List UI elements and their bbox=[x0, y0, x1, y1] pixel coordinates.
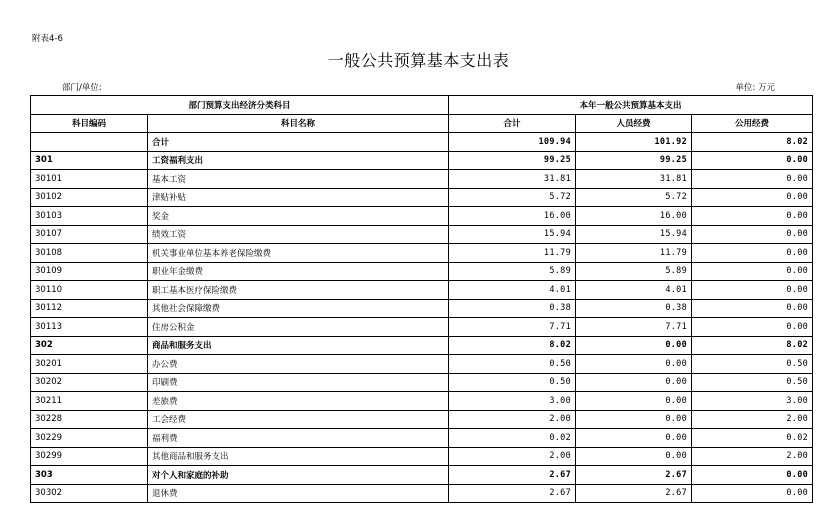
row-name: 机关事业单位基本养老保险缴费 bbox=[148, 244, 449, 263]
row-total: 31.81 bbox=[449, 170, 576, 189]
row-personnel: 0.00 bbox=[576, 336, 692, 355]
table-row bbox=[31, 244, 813, 263]
row-total: 2.67 bbox=[449, 484, 576, 503]
row-total: 5.89 bbox=[449, 262, 576, 281]
row-total: 109.94 bbox=[449, 133, 576, 152]
row-code: 30103 bbox=[31, 207, 148, 226]
unit-label: 单位: 万元 bbox=[735, 83, 775, 93]
row-code: 30107 bbox=[31, 225, 148, 244]
col-header-public: 公用经费 bbox=[692, 114, 813, 133]
row-name: 工会经费 bbox=[148, 410, 449, 429]
row-public: 0.00 bbox=[692, 207, 813, 226]
row-public: 0.00 bbox=[692, 151, 813, 170]
row-public: 0.00 bbox=[692, 484, 813, 503]
row-code: 30108 bbox=[31, 244, 148, 263]
col-header-name: 科目名称 bbox=[148, 114, 449, 133]
row-public: 0.50 bbox=[692, 373, 813, 392]
table-row bbox=[31, 318, 813, 337]
dept-label: 部门/单位: bbox=[62, 83, 102, 93]
row-public: 0.00 bbox=[692, 299, 813, 318]
row-total: 8.02 bbox=[449, 336, 576, 355]
table-row bbox=[31, 281, 813, 300]
table-row bbox=[31, 373, 813, 392]
row-code: 30229 bbox=[31, 429, 148, 448]
row-personnel: 5.72 bbox=[576, 188, 692, 207]
table-row bbox=[31, 336, 813, 355]
group-header-right: 本年一般公共预算基本支出 bbox=[449, 96, 813, 115]
row-total: 2.67 bbox=[449, 466, 576, 485]
row-personnel: 101.92 bbox=[576, 133, 692, 152]
row-personnel: 2.67 bbox=[576, 466, 692, 485]
row-total: 99.25 bbox=[449, 151, 576, 170]
row-name: 基本工资 bbox=[148, 170, 449, 189]
row-total: 15.94 bbox=[449, 225, 576, 244]
table-row bbox=[31, 133, 813, 152]
row-personnel: 5.89 bbox=[576, 262, 692, 281]
row-total: 2.00 bbox=[449, 410, 576, 429]
row-code: 30113 bbox=[31, 318, 148, 337]
table-row bbox=[31, 447, 813, 466]
row-total: 3.00 bbox=[449, 392, 576, 411]
row-name: 绩效工资 bbox=[148, 225, 449, 244]
row-personnel: 0.38 bbox=[576, 299, 692, 318]
row-personnel: 7.71 bbox=[576, 318, 692, 337]
row-total: 0.50 bbox=[449, 355, 576, 374]
row-total: 11.79 bbox=[449, 244, 576, 263]
table-row bbox=[31, 392, 813, 411]
row-personnel: 0.00 bbox=[576, 355, 692, 374]
row-code: 30201 bbox=[31, 355, 148, 374]
row-personnel: 99.25 bbox=[576, 151, 692, 170]
col-header-personnel: 人员经费 bbox=[576, 114, 692, 133]
row-code: 30211 bbox=[31, 392, 148, 411]
row-personnel: 0.00 bbox=[576, 373, 692, 392]
row-name: 工资福利支出 bbox=[148, 151, 449, 170]
row-name: 其他商品和服务支出 bbox=[148, 447, 449, 466]
row-name: 津贴补贴 bbox=[148, 188, 449, 207]
row-code: 303 bbox=[31, 466, 148, 485]
row-public: 2.00 bbox=[692, 410, 813, 429]
row-personnel: 31.81 bbox=[576, 170, 692, 189]
row-total: 0.50 bbox=[449, 373, 576, 392]
row-code: 30109 bbox=[31, 262, 148, 281]
row-public: 0.00 bbox=[692, 170, 813, 189]
col-header-code: 科目编码 bbox=[31, 114, 148, 133]
row-code: 302 bbox=[31, 336, 148, 355]
row-personnel: 0.00 bbox=[576, 447, 692, 466]
row-total: 7.71 bbox=[449, 318, 576, 337]
row-code: 30110 bbox=[31, 281, 148, 300]
row-name: 职业年金缴费 bbox=[148, 262, 449, 281]
row-total: 4.01 bbox=[449, 281, 576, 300]
row-public: 0.00 bbox=[692, 281, 813, 300]
row-public: 8.02 bbox=[692, 133, 813, 152]
row-code: 30228 bbox=[31, 410, 148, 429]
row-code: 30102 bbox=[31, 188, 148, 207]
row-public: 0.00 bbox=[692, 466, 813, 485]
row-name: 奖金 bbox=[148, 207, 449, 226]
row-name: 商品和服务支出 bbox=[148, 336, 449, 355]
row-code: 30299 bbox=[31, 447, 148, 466]
row-total: 5.72 bbox=[449, 188, 576, 207]
table-row bbox=[31, 410, 813, 429]
row-code bbox=[31, 133, 148, 152]
table-row bbox=[31, 355, 813, 374]
table-row bbox=[31, 225, 813, 244]
row-public: 0.00 bbox=[692, 244, 813, 263]
table-column-header-row bbox=[31, 114, 813, 133]
row-total: 0.38 bbox=[449, 299, 576, 318]
table-row bbox=[31, 207, 813, 226]
table-row bbox=[31, 429, 813, 448]
row-public: 2.00 bbox=[692, 447, 813, 466]
attachment-label: 附表4-6 bbox=[32, 34, 63, 44]
table-row bbox=[31, 466, 813, 485]
row-name: 福利费 bbox=[148, 429, 449, 448]
row-name: 退休费 bbox=[148, 484, 449, 503]
row-personnel: 11.79 bbox=[576, 244, 692, 263]
row-code: 30112 bbox=[31, 299, 148, 318]
page-title: 一般公共预算基本支出表 bbox=[327, 51, 510, 70]
table-row bbox=[31, 299, 813, 318]
row-public: 0.50 bbox=[692, 355, 813, 374]
row-personnel: 0.00 bbox=[576, 392, 692, 411]
row-personnel: 4.01 bbox=[576, 281, 692, 300]
row-public: 3.00 bbox=[692, 392, 813, 411]
row-code: 301 bbox=[31, 151, 148, 170]
row-name: 对个人和家庭的补助 bbox=[148, 466, 449, 485]
table-row bbox=[31, 151, 813, 170]
row-public: 0.00 bbox=[692, 262, 813, 281]
row-code: 30101 bbox=[31, 170, 148, 189]
row-personnel: 15.94 bbox=[576, 225, 692, 244]
table-row bbox=[31, 262, 813, 281]
row-name: 职工基本医疗保险缴费 bbox=[148, 281, 449, 300]
row-public: 0.00 bbox=[692, 318, 813, 337]
row-public: 0.00 bbox=[692, 225, 813, 244]
row-name: 合计 bbox=[148, 133, 449, 152]
table-row bbox=[31, 484, 813, 503]
row-personnel: 16.00 bbox=[576, 207, 692, 226]
row-name: 其他社会保障缴费 bbox=[148, 299, 449, 318]
row-personnel: 0.00 bbox=[576, 429, 692, 448]
row-public: 0.00 bbox=[692, 188, 813, 207]
row-name: 办公费 bbox=[148, 355, 449, 374]
row-total: 2.00 bbox=[449, 447, 576, 466]
row-code: 30302 bbox=[31, 484, 148, 503]
row-public: 8.02 bbox=[692, 336, 813, 355]
row-total: 16.00 bbox=[449, 207, 576, 226]
table-row bbox=[31, 188, 813, 207]
row-personnel: 0.00 bbox=[576, 410, 692, 429]
table-group-header-row bbox=[31, 96, 813, 115]
row-total: 0.02 bbox=[449, 429, 576, 448]
budget-table bbox=[30, 95, 813, 503]
row-code: 30202 bbox=[31, 373, 148, 392]
row-name: 差旅费 bbox=[148, 392, 449, 411]
row-public: 0.02 bbox=[692, 429, 813, 448]
row-personnel: 2.67 bbox=[576, 484, 692, 503]
table-row bbox=[31, 170, 813, 189]
row-name: 印刷费 bbox=[148, 373, 449, 392]
row-name: 住房公积金 bbox=[148, 318, 449, 337]
col-header-total: 合计 bbox=[449, 114, 576, 133]
group-header-left: 部门预算支出经济分类科目 bbox=[31, 96, 449, 115]
